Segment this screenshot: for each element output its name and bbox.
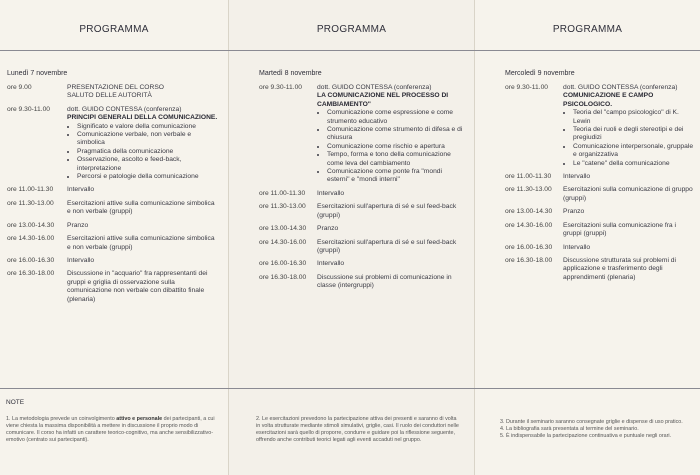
time-slot: ore 11.30-13.00 — [7, 199, 54, 207]
notes-divider — [0, 388, 700, 389]
time-slot: ore 9.30-11.00 — [505, 84, 549, 91]
day-heading: Martedì 8 novembre — [259, 70, 322, 77]
session-details — [317, 225, 464, 233]
session-text: Intervallo — [563, 173, 591, 181]
time-slot: ore 14.30-16.00 — [259, 238, 307, 246]
time-slot: ore 11.00-11.30 — [7, 186, 54, 194]
day-heading: Lunedì 7 novembre — [7, 70, 68, 77]
schedule-row — [259, 239, 464, 256]
time-slot: ore 9.00 — [7, 84, 32, 91]
session-title: LA COMUNICAZIONE NEL PROCESSO DI CAMBIAMENTO" — [317, 92, 449, 108]
session-text: Intervallo — [563, 243, 591, 251]
session-text: PRESENTAZIONE DEL CORSO — [67, 84, 164, 91]
session-details — [67, 257, 219, 265]
session-details — [67, 84, 219, 101]
program-panel-monday — [0, 0, 228, 475]
session-text: Esercitazioni sull'apertura di sé e sul feed-back (gruppi) — [317, 203, 457, 219]
topic-item: • Percorsi e patologie della comunicazione — [77, 173, 219, 181]
notes-title: NOTE — [6, 399, 25, 406]
time-slot: ore 13.00-14.30 — [7, 221, 55, 229]
schedule-row — [7, 106, 219, 182]
schedule-row — [259, 203, 464, 220]
session-details — [563, 244, 695, 252]
time-slot: ore 11.30-13.00 — [505, 186, 552, 194]
note-1 — [6, 416, 216, 444]
day-heading: Mercoledì 9 novembre — [505, 70, 575, 77]
topic-item: • Le "catene" della comunicazione — [573, 160, 695, 168]
program-panel-tuesday — [229, 0, 474, 475]
session-text: Discussione sui problemi di comunicazione in classe (intergruppi) — [317, 273, 452, 290]
session-text: Esercitazioni sull'apertura di sé e sul feed-back (gruppi) — [317, 238, 457, 254]
schedule-row — [7, 200, 219, 217]
topic-item: • Teoria dei ruoli e degli stereotipi e dei pregiudizi — [573, 126, 695, 143]
schedule-row — [259, 190, 464, 198]
schedule-row — [505, 173, 695, 181]
time-slot: ore 11.30-13.00 — [259, 203, 306, 211]
time-slot: ore 11.00-11.30 — [259, 189, 306, 197]
topic-item: • Comunicazione come ponte fra "mondi esterni" e "mondi interni" — [327, 168, 464, 185]
session-details — [317, 190, 464, 198]
time-slot: ore 9.30-11.00 — [7, 105, 51, 113]
topic-item: • Comunicazione come espressione e come strumento educativo — [327, 109, 464, 126]
schedule-list — [505, 84, 695, 287]
session-details — [317, 260, 464, 268]
topic-item: • Pragmatica della comunicazione — [77, 148, 219, 156]
time-slot: ore 14.30-16.00 — [7, 235, 55, 243]
topic-item: • Comunicazione interpersonale, gruppale e organizzativa — [573, 143, 695, 160]
time-slot: ore 16.30-18.00 — [505, 256, 553, 264]
note-2: 2. Le esercitazioni prevedono la partecipazione attiva dei presenti e saranno di volta in volta strutturate mediante stimoli simulativi, griglie, casi. Il ruolo dei conduttori nelle esercitazioni sarà quello di proporre, condurre e guidare poi la riflessione seguente, offrendo anche contributi teorici legati agli eventi accaduti nel gruppo. — [256, 416, 459, 443]
schedule-row — [505, 208, 695, 216]
session-details — [563, 257, 695, 282]
session-details — [563, 173, 695, 181]
note-5-item: 5. È indispensabile la partecipazione continuativa e puntuale negli orari. — [500, 433, 672, 439]
panel-header: PROGRAMMA — [552, 24, 623, 35]
session-text: Esercitazioni attive sulla comunicazione simbolica e non verbale (gruppi) — [67, 235, 215, 251]
schedule-row — [505, 257, 695, 282]
topic-item: • Significato e valore della comunicazione — [77, 123, 219, 131]
speaker-name: dott. GUIDO CONTESSA (conferenza) — [563, 84, 678, 91]
session-details — [67, 222, 219, 230]
session-details — [317, 84, 464, 185]
topic-item: • Comunicazione come rischio e apertura — [327, 143, 464, 151]
time-slot: ore 11.00-11.30 — [505, 173, 552, 181]
schedule-row — [505, 84, 695, 168]
session-text: Pranzo — [317, 225, 339, 233]
panel-header: PROGRAMMA — [316, 24, 387, 35]
time-slot: ore 9.30-11.00 — [259, 84, 303, 91]
topic-list — [317, 109, 464, 185]
note-3-item: 3. Durante il seminario saranno consegnate griglie e dispense di uso pratico. — [500, 419, 683, 425]
session-text: Pranzo — [67, 221, 89, 229]
session-details — [67, 186, 219, 194]
session-details — [563, 208, 695, 216]
note-1-text: 1. La metodologia prevede un coinvolgimento — [6, 416, 117, 422]
time-slot: ore 16.00-16.30 — [259, 260, 307, 268]
topic-item: • Comunicazione verbale, non verbale e simbolica — [77, 131, 219, 148]
schedule-list — [259, 84, 464, 296]
session-text: Esercitazioni attive sulla comunicazione simbolica e non verbale (gruppi) — [67, 199, 215, 216]
session-text: Intervallo — [317, 260, 345, 268]
session-details — [67, 200, 219, 217]
session-details — [317, 239, 464, 256]
session-text: Esercitazioni sulla comunicazione di gruppo (gruppi) — [563, 186, 693, 202]
session-details — [317, 274, 464, 291]
speaker-name: dott. GUIDO CONTESSA (conferenza) — [317, 84, 432, 91]
schedule-row — [259, 84, 464, 185]
session-text: Discussione in "acquario" fra rappresentanti dei gruppi e griglia di osservazione sulla comunicazione non verbale con dibattito finale (plenaria) — [67, 270, 208, 303]
session-title: PRINCIPI GENERALI DELLA COMUNICAZIONE. — [67, 114, 218, 122]
schedule-row — [7, 222, 219, 230]
session-text: SALUTO DELLE AUTORITÀ — [67, 92, 152, 100]
panel-header: PROGRAMMA — [79, 24, 149, 35]
session-text: Intervallo — [67, 186, 95, 194]
schedule-row — [7, 186, 219, 194]
session-text: Intervallo — [67, 256, 95, 264]
topic-item: • Comunicazione come strumento di difesa e di chiusura — [327, 126, 464, 143]
time-slot: ore 14.30-16.00 — [505, 221, 553, 229]
session-details — [67, 270, 219, 304]
session-text: Discussione strutturata sui problemi di applicazione e trasferimento degli apprendimenti (plenaria) — [563, 256, 676, 281]
session-text: Pranzo — [563, 208, 585, 216]
time-slot: ore 16.30-18.00 — [259, 273, 307, 281]
time-slot: ore 13.00-14.30 — [259, 225, 307, 233]
note-1-text-end: dei partecipanti, a cui viene chiesta la massima disponibilità a mettere in discussione il proprio modo di comunicare. Il corso ha infatti un carattere teorico-cognitivo, ma anche sensibilizzativo-emotivo (centrato sui partecipanti). — [6, 416, 215, 443]
note-3 — [500, 419, 690, 440]
topic-item: • Osservazione, ascolto e feed-back, interpretazione — [77, 156, 219, 173]
session-details — [317, 203, 464, 220]
schedule-row — [7, 257, 219, 265]
schedule-row — [259, 274, 464, 291]
topic-list — [563, 109, 695, 168]
session-details — [563, 186, 695, 203]
session-text: Esercitazioni sulla comunicazione fra i gruppi (gruppi) — [563, 221, 676, 238]
schedule-row — [259, 225, 464, 233]
schedule-list — [7, 84, 219, 309]
session-details — [563, 222, 695, 239]
schedule-row — [7, 84, 219, 101]
note-4-item: 4. La bibliografia sarà presentata al termine del seminario. — [500, 426, 639, 432]
schedule-row — [7, 270, 219, 304]
time-slot: ore 16.30-18.00 — [7, 270, 55, 278]
session-details — [67, 235, 219, 252]
schedule-row — [505, 186, 695, 203]
schedule-row — [505, 244, 695, 252]
topic-item: • Tempo, forma e tono della comunicazione come leva del cambiamento — [327, 151, 464, 168]
topic-item: • Teoria del "campo psicologico" di K. Lewin — [573, 109, 695, 126]
session-text: Intervallo — [317, 189, 345, 197]
schedule-row — [505, 222, 695, 239]
session-details — [67, 106, 219, 182]
session-details — [563, 84, 695, 168]
speaker-name: dott. GUIDO CONTESSA (conferenza) — [67, 105, 182, 113]
schedule-row — [259, 260, 464, 268]
session-title: COMUNICAZIONE E CAMPO PSICOLOGICO. — [563, 92, 654, 108]
time-slot: ore 16.00-16.30 — [7, 256, 55, 264]
note-1-emphasis: attivo e personale — [116, 416, 163, 422]
time-slot: ore 16.00-16.30 — [505, 243, 553, 251]
header-divider — [0, 50, 700, 51]
program-panel-wednesday — [475, 0, 700, 475]
time-slot: ore 13.00-14.30 — [505, 208, 553, 216]
schedule-row — [7, 235, 219, 252]
topic-list — [67, 123, 219, 182]
